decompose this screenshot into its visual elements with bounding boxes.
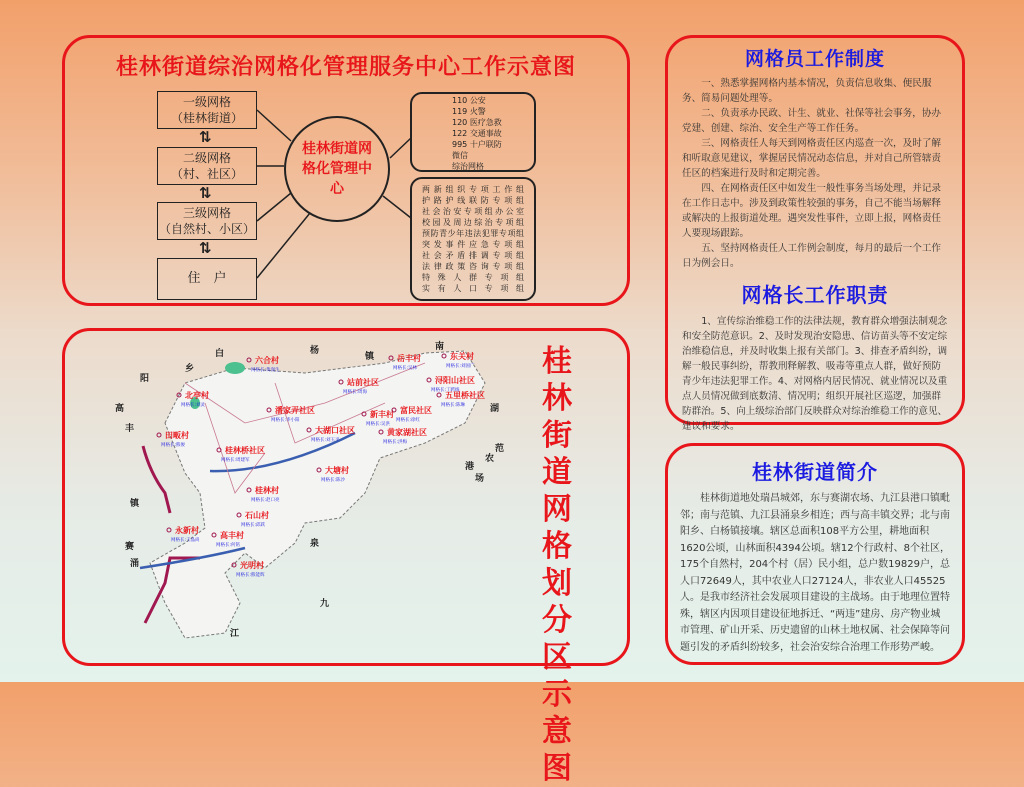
hotline-item: 微信 <box>452 151 468 160</box>
neighbor-label: 范 <box>495 444 505 454</box>
special-group-item: 特殊人群专项组 <box>422 273 524 282</box>
neighbor-label: 阳 <box>140 374 150 384</box>
level-label: 三级网格 <box>182 206 231 220</box>
village-name: 永新村 <box>175 526 199 535</box>
updown-arrow-icon: ⇅ <box>199 128 212 146</box>
village-marker-icon <box>247 358 251 362</box>
neighbor-label: 高 <box>115 404 125 414</box>
neighbor-label: 镇 <box>365 352 375 362</box>
village-marker-icon <box>157 433 161 437</box>
grid-map-panel <box>62 328 630 786</box>
intro-panel <box>665 443 965 665</box>
rule-item: 二、负责承办民政、计生、就业、社保等社会事务，协办党建、创建、综治、安全生产等工作任务。 <box>682 108 942 134</box>
village-leader: 网格长:熊能辉 <box>236 573 265 578</box>
village-name: 浔阳山社区 <box>435 376 475 385</box>
neighbor-label: 江 <box>230 629 240 639</box>
neighbor-label: 农 <box>485 454 495 464</box>
level-label: 一级网格 <box>182 95 231 109</box>
village-leader: 网格长:陈琳 <box>441 403 466 408</box>
rule-item: 三、网格责任人每天到网格责任区内巡查一次，及时了解和听取意见建议，掌握居民情况动态信息，并对自己所管辖责任区的档案进行及时和定期完善。 <box>682 138 942 179</box>
neighbor-label: 场 <box>475 474 485 484</box>
special-group-item: 实有人口专项组 <box>422 284 524 293</box>
special-group-item: 预防青少年违法犯罪专项组 <box>422 229 524 238</box>
hotline-box <box>410 92 536 172</box>
hotline-item: 综治网格 <box>452 162 484 171</box>
workflow-diagram-panel <box>62 35 630 306</box>
hotline-item: 120 医疗急救 <box>452 118 502 127</box>
village-name: 东关村 <box>450 352 474 361</box>
village-name: 田畈村 <box>165 431 189 440</box>
special-group-item: 护路护线联防专项组 <box>422 196 524 205</box>
village-leader: 网格长:陈沙 <box>321 478 346 483</box>
highway-route <box>143 446 170 513</box>
level-sub: （自然村、小区） <box>158 222 255 236</box>
neighbor-label: 白 <box>215 349 225 359</box>
neighbor-label: 泉 <box>310 539 320 549</box>
village-name: 大塘村 <box>325 466 349 475</box>
village-marker-icon <box>389 356 393 360</box>
level-label: 二级网格 <box>182 151 231 165</box>
updown-arrow-icon: ⇅ <box>199 239 212 257</box>
village-leader: 网格长:吴洪 <box>366 422 391 427</box>
village-leader: 网格长:黄润生 <box>251 368 280 373</box>
village-leader: 网格长:洪梅 <box>383 440 408 445</box>
updown-arrow-icon: ⇅ <box>199 184 212 202</box>
village-leader: 网格长:李小阳 <box>271 418 300 423</box>
village-name: 光明村 <box>240 561 264 570</box>
village-name: 站前社区 <box>347 378 379 387</box>
neighbor-label: 九 <box>320 599 330 609</box>
map-title: 桂林街道网格划分区示意图 <box>542 344 572 786</box>
duties-title: 网格长工作职责 <box>741 283 889 307</box>
neighbor-label: 湖 <box>490 404 500 414</box>
neighbor-label: 赛 <box>125 542 135 552</box>
village-leader: 网格长:熊俊 <box>161 443 186 448</box>
intro-text: 桂林街道地处瑞昌城郊，东与赛湖农场、九江县港口镇毗邻；南与范镇、九江县涌泉乡相连；西与高丰镇交界；北与南阳乡、白杨镇接壤。辖区总面积108平方公里，耕地面积1620公顷，山林面积4394公顷。辖12个行政村、8个社区，175个自然村，204个村（居）民小组，总户数19829户，总人口72649人，其中农业人口27124人，非农业人口45525人。是我市经济社会发展项目建设的主战场。由于地理位置特殊，辖区内因项目建设征地拆迁、“两违”建房、房产物业城市管理、矿山开采、历史遗留的山林土地权属、社会保障等问题引发的矛盾纠纷较多，社会治安综合治理工作形势严峻。 <box>680 493 950 653</box>
village-leader: 网格长:吴林 <box>393 366 418 371</box>
special-group-item: 两新组织专项工作组 <box>422 185 524 194</box>
neighbor-label: 杨 <box>310 346 320 356</box>
rule-item: 一、熟悉掌握网格内基本情况，负责信息收集、便民服务、简易问题处理等。 <box>682 78 932 104</box>
district-map <box>115 342 525 663</box>
village-name: 新丰村 <box>370 410 394 419</box>
neighbor-label: 镇 <box>130 499 140 509</box>
hotline-item: 119 火警 <box>452 107 486 116</box>
neighbor-label: 港 <box>465 462 475 472</box>
special-group-item: 校园及周边综治专项组 <box>422 218 524 227</box>
village-name: 桂林村 <box>255 486 279 495</box>
special-groups-box <box>410 177 536 301</box>
duties-text: 1、宣传综治维稳工作的法律法规，教育群众增强法制观念和安全防范意识。2、及时发现治安隐患、信访苗头等不安定综治维稳信息，并及时收集上报有关部门。3、排查矛盾纠纷，调解一般民事纠纷，帮教刑释解教、吸毒等重点人群，做好预防青少年违法犯罪工作。4、对网格内居民情况、就业情况以及重点人员情况做到底数清、情况明；组织开展社区巡逻，加强群防群治。5、向上级综治部门反映群众对综治维稳工作的意见、建议和要求。 <box>682 316 948 432</box>
village-name: 石山村 <box>245 511 269 520</box>
village-name: 潘家弄社区 <box>275 406 315 415</box>
intro-title: 桂林街道简介 <box>752 460 878 484</box>
village-name: 北亭村 <box>185 391 209 400</box>
village-leader: 网格长:赵口亮 <box>251 498 280 503</box>
village-name: 岳丰村 <box>397 354 421 363</box>
hotline-item: 122 交通事故 <box>452 129 502 138</box>
rules-list <box>668 76 962 271</box>
village-name: 桂林桥社区 <box>225 446 265 455</box>
village-leader: 网格长:何铭 <box>216 543 241 548</box>
diagram-title: 桂林街道综治网格化管理服务中心工作示意图 <box>115 55 576 80</box>
village-leader: 网格长:周建军 <box>221 458 250 463</box>
special-group-item: 社会矛盾排调专项组 <box>422 251 524 260</box>
lake <box>225 362 245 374</box>
village-marker-icon <box>167 528 171 532</box>
village-name: 高丰村 <box>220 531 244 540</box>
village-leader: 网格长:王晶尚 <box>171 538 200 543</box>
special-group-item: 法律政策咨询专项组 <box>422 262 524 271</box>
village-leader: 网格长:邱跃 <box>241 523 266 528</box>
rule-item: 五、坚持网格责任人工作例会制度，每月的最后一个工作日为例会日。 <box>682 243 942 269</box>
level-sub: （桂林街道） <box>170 111 243 125</box>
management-center-circle: 桂林街道网格化管理中心 <box>284 116 390 222</box>
village-name: 黄家湖社区 <box>387 428 427 437</box>
rules-title: 网格员工作制度 <box>744 48 885 70</box>
neighbor-label: 乡 <box>185 364 195 374</box>
hotline-item: 110 公安 <box>452 96 486 105</box>
special-group-item: 社会治安专项组办公室 <box>422 207 524 216</box>
village-leader: 网格长:刘国广 <box>446 364 475 369</box>
village-leader: 网格长:周海 <box>343 390 368 395</box>
village-name: 六合村 <box>255 356 279 365</box>
village-name: 大湖口社区 <box>315 426 355 435</box>
rules-and-duties-panel <box>665 35 965 432</box>
level-sub: （村、社区） <box>170 167 243 181</box>
village-name: 五里桥社区 <box>445 391 485 400</box>
village-leader: 网格长:丁跨线 <box>431 388 460 393</box>
neighbor-label: 南 <box>435 342 445 352</box>
village-leader: 网格长:刘灵 <box>181 403 206 408</box>
village-name: 富民社区 <box>400 406 432 415</box>
village-leader: 网格长:刘玉平 <box>311 438 340 443</box>
neighbor-label: 涌 <box>130 559 140 569</box>
neighbor-label: 丰 <box>125 424 135 434</box>
rule-item: 四、在网格责任区中如发生一般性事务当场处理，并记录在工作日志中。涉及到政策性较强的事务，自己不能当场解释或解决的上报街道处理。遇突发性事件，立即上报，网格责任人要现场跟踪。 <box>682 183 942 239</box>
village-leader: 网格长:徐红 <box>396 418 421 423</box>
level-label: 住 户 <box>187 271 227 286</box>
hotline-item: 995 十户联防 <box>452 140 502 149</box>
special-group-item: 突发事件应急专项组 <box>422 240 524 249</box>
